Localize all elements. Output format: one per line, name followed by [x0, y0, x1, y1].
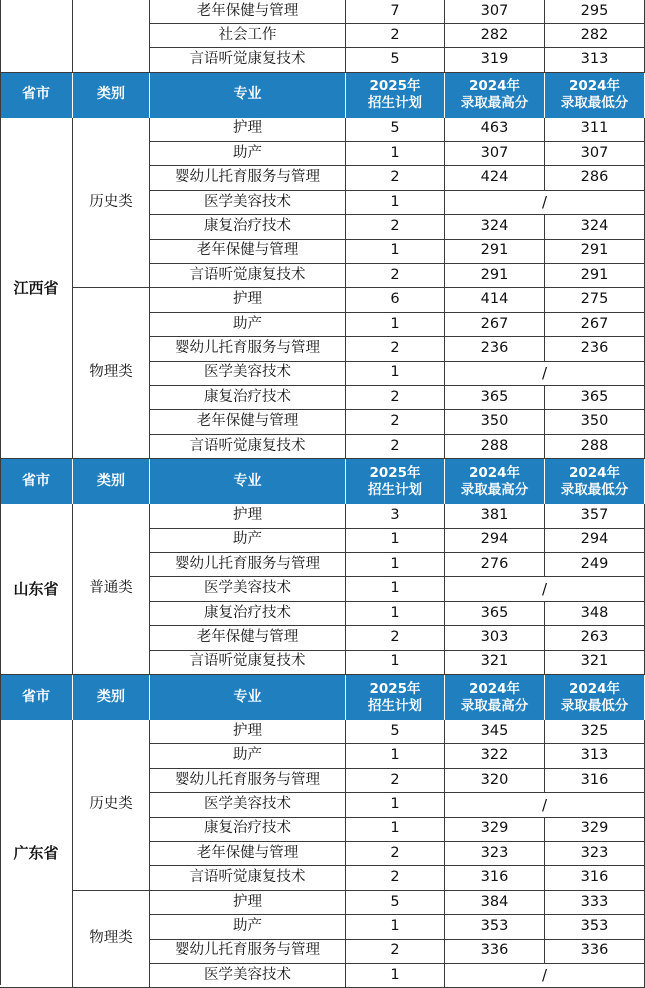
province-cell: 广东省: [0, 720, 73, 988]
max-score-cell: 353: [445, 915, 545, 939]
max-score-cell: 463: [445, 118, 545, 142]
major-cell: 老年保健与管理: [150, 410, 346, 434]
max-score-cell: 291: [445, 264, 545, 288]
header-category: 类别: [73, 675, 150, 720]
plan-cell: 1: [346, 142, 445, 166]
major-cell: 言语听觉康复技术: [150, 48, 346, 72]
min-score-cell: 350: [545, 410, 645, 434]
min-score-cell: 329: [545, 818, 645, 842]
plan-cell: 2: [346, 386, 445, 410]
header-max-score-line-1: 2024年: [468, 78, 521, 95]
max-score-cell: 294: [445, 529, 545, 553]
header-max-score-line-2: 录取最高分: [460, 697, 529, 714]
min-score-cell: 275: [545, 288, 645, 312]
header-major: 专业: [150, 73, 346, 118]
max-score-cell: 365: [445, 386, 545, 410]
header-plan-line-1: 2025年: [369, 464, 421, 481]
plan-cell: 2: [346, 24, 445, 48]
major-cell: 老年保健与管理: [150, 842, 346, 866]
header-plan-line-2: 招生计划: [368, 481, 422, 498]
min-score-cell: 313: [545, 744, 645, 768]
max-score-cell: 321: [445, 651, 545, 675]
plan-cell: 1: [346, 793, 445, 817]
plan-cell: 1: [346, 818, 445, 842]
major-cell: 言语听觉康复技术: [150, 651, 346, 675]
major-cell: 老年保健与管理: [150, 626, 346, 650]
max-score-cell: 381: [445, 504, 545, 528]
min-score-cell: 291: [545, 264, 645, 288]
plan-cell: 5: [346, 118, 445, 142]
major-cell: 婴幼儿托育服务与管理: [150, 940, 346, 964]
max-score-cell: 316: [445, 866, 545, 890]
plan-cell: 2: [346, 940, 445, 964]
max-score-cell: 336: [445, 940, 545, 964]
major-cell: 婴幼儿托育服务与管理: [150, 769, 346, 793]
header-min-score: [545, 459, 645, 504]
major-cell: 护理: [150, 504, 346, 528]
header-plan: [346, 675, 445, 720]
header-major: 专业: [150, 459, 346, 504]
plan-cell: 1: [346, 915, 445, 939]
plan-cell: 2: [346, 264, 445, 288]
plan-cell: 1: [346, 553, 445, 577]
min-score-cell: 365: [545, 386, 645, 410]
plan-cell: 2: [346, 166, 445, 190]
header-max-score: [445, 459, 545, 504]
min-score-cell: 357: [545, 504, 645, 528]
min-score-cell: 325: [545, 720, 645, 744]
plan-cell: 2: [346, 215, 445, 239]
max-score-cell: 345: [445, 720, 545, 744]
major-cell: 医学美容技术: [150, 793, 346, 817]
header-max-score: [445, 73, 545, 118]
major-cell: 言语听觉康复技术: [150, 264, 346, 288]
major-cell: 医学美容技术: [150, 577, 346, 601]
min-score-cell: 267: [545, 313, 645, 337]
province-cell: 江西省: [0, 118, 73, 460]
province-cell-continued: [0, 0, 73, 73]
major-cell: 康复治疗技术: [150, 215, 346, 239]
max-score-cell: 350: [445, 410, 545, 434]
max-score-cell: 324: [445, 215, 545, 239]
max-score-cell: 323: [445, 842, 545, 866]
major-cell: 婴幼儿托育服务与管理: [150, 166, 346, 190]
min-score-cell: 336: [545, 940, 645, 964]
plan-cell: 1: [346, 577, 445, 601]
category-cell: 历史类: [73, 118, 150, 289]
header-province: 省市: [0, 675, 73, 720]
max-score-cell: 307: [445, 0, 545, 24]
category-cell: 普通类: [73, 504, 150, 675]
major-cell: 康复治疗技术: [150, 386, 346, 410]
plan-cell: 1: [346, 744, 445, 768]
plan-cell: 1: [346, 529, 445, 553]
category-cell-continued: [73, 0, 150, 73]
min-score-cell: 295: [545, 0, 645, 24]
plan-cell: 1: [346, 191, 445, 215]
header-plan-line-2: 招生计划: [368, 95, 422, 112]
header-max-score-line-1: 2024年: [468, 464, 521, 481]
major-cell: 康复治疗技术: [150, 602, 346, 626]
plan-cell: 2: [346, 435, 445, 459]
major-cell: 婴幼儿托育服务与管理: [150, 337, 346, 361]
major-cell: 助产: [150, 529, 346, 553]
plan-cell: 2: [346, 410, 445, 434]
plan-cell: 2: [346, 769, 445, 793]
min-score-cell: 249: [545, 553, 645, 577]
major-cell: 护理: [150, 891, 346, 915]
header-max-score-line-1: 2024年: [468, 680, 521, 697]
min-score-cell: 353: [545, 915, 645, 939]
min-score-cell: 333: [545, 891, 645, 915]
plan-cell: 1: [346, 602, 445, 626]
major-cell: 言语听觉康复技术: [150, 435, 346, 459]
major-cell: 老年保健与管理: [150, 240, 346, 264]
major-cell: 护理: [150, 720, 346, 744]
max-score-cell: 320: [445, 769, 545, 793]
min-score-cell: 316: [545, 769, 645, 793]
max-score-cell: 282: [445, 24, 545, 48]
no-score-cell: /: [445, 964, 645, 988]
min-score-cell: 236: [545, 337, 645, 361]
major-cell: 助产: [150, 744, 346, 768]
max-score-cell: 414: [445, 288, 545, 312]
header-min-score: [545, 73, 645, 118]
major-cell: 医学美容技术: [150, 191, 346, 215]
header-plan-line-2: 招生计划: [368, 697, 422, 714]
major-cell: 社会工作: [150, 24, 346, 48]
max-score-cell: 365: [445, 602, 545, 626]
max-score-cell: 303: [445, 626, 545, 650]
no-score-cell: /: [445, 793, 645, 817]
plan-cell: 2: [346, 337, 445, 361]
plan-cell: 1: [346, 240, 445, 264]
min-score-cell: 313: [545, 48, 645, 72]
plan-cell: 2: [346, 626, 445, 650]
header-plan-line-1: 2025年: [369, 78, 421, 95]
major-cell: 康复治疗技术: [150, 818, 346, 842]
min-score-cell: 286: [545, 166, 645, 190]
max-score-cell: 319: [445, 48, 545, 72]
major-cell: 言语听觉康复技术: [150, 866, 346, 890]
header-max-score-line-2: 录取最高分: [460, 481, 529, 498]
major-cell: 医学美容技术: [150, 362, 346, 386]
category-cell: 物理类: [73, 891, 150, 988]
max-score-cell: 329: [445, 818, 545, 842]
major-cell: 护理: [150, 288, 346, 312]
min-score-cell: 321: [545, 651, 645, 675]
plan-cell: 1: [346, 362, 445, 386]
major-cell: 助产: [150, 915, 346, 939]
plan-cell: 7: [346, 0, 445, 24]
header-category: 类别: [73, 459, 150, 504]
header-min-score-line-2: 录取最低分: [560, 481, 629, 498]
plan-cell: 2: [346, 866, 445, 890]
max-score-cell: 424: [445, 166, 545, 190]
min-score-cell: 263: [545, 626, 645, 650]
header-max-score: [445, 675, 545, 720]
header-max-score-line-2: 录取最高分: [460, 95, 529, 112]
min-score-cell: 323: [545, 842, 645, 866]
header-plan: [346, 459, 445, 504]
max-score-cell: 307: [445, 142, 545, 166]
min-score-cell: 316: [545, 866, 645, 890]
header-min-score-line-2: 录取最低分: [560, 697, 629, 714]
header-min-score-line-2: 录取最低分: [560, 95, 629, 112]
plan-cell: 6: [346, 288, 445, 312]
header-min-score: [545, 675, 645, 720]
min-score-cell: 291: [545, 240, 645, 264]
header-province: 省市: [0, 73, 73, 118]
max-score-cell: 236: [445, 337, 545, 361]
major-cell: 护理: [150, 118, 346, 142]
min-score-cell: 324: [545, 215, 645, 239]
header-major: 专业: [150, 675, 346, 720]
no-score-cell: /: [445, 191, 645, 215]
plan-cell: 1: [346, 313, 445, 337]
max-score-cell: 322: [445, 744, 545, 768]
plan-cell: 5: [346, 48, 445, 72]
min-score-cell: 311: [545, 118, 645, 142]
min-score-cell: 307: [545, 142, 645, 166]
plan-cell: 5: [346, 720, 445, 744]
max-score-cell: 288: [445, 435, 545, 459]
header-province: 省市: [0, 459, 73, 504]
province-cell: 山东省: [0, 504, 73, 675]
header-min-score-line-1: 2024年: [568, 680, 621, 697]
major-cell: 助产: [150, 142, 346, 166]
max-score-cell: 384: [445, 891, 545, 915]
max-score-cell: 267: [445, 313, 545, 337]
major-cell: 助产: [150, 313, 346, 337]
category-cell: 历史类: [73, 720, 150, 891]
max-score-cell: 291: [445, 240, 545, 264]
no-score-cell: /: [445, 577, 645, 601]
table-left-border: [0, 0, 1, 985]
plan-cell: 2: [346, 842, 445, 866]
header-plan: [346, 73, 445, 118]
min-score-cell: 288: [545, 435, 645, 459]
category-cell: 物理类: [73, 288, 150, 459]
min-score-cell: 282: [545, 24, 645, 48]
major-cell: 医学美容技术: [150, 964, 346, 988]
min-score-cell: 294: [545, 529, 645, 553]
plan-cell: 3: [346, 504, 445, 528]
max-score-cell: 276: [445, 553, 545, 577]
plan-cell: 5: [346, 891, 445, 915]
no-score-cell: /: [445, 362, 645, 386]
plan-cell: 1: [346, 651, 445, 675]
header-min-score-line-1: 2024年: [568, 464, 621, 481]
min-score-cell: 348: [545, 602, 645, 626]
major-cell: 婴幼儿托育服务与管理: [150, 553, 346, 577]
header-min-score-line-1: 2024年: [568, 78, 621, 95]
header-category: 类别: [73, 73, 150, 118]
plan-cell: 1: [346, 964, 445, 988]
major-cell: 老年保健与管理: [150, 0, 346, 24]
header-plan-line-1: 2025年: [369, 680, 421, 697]
